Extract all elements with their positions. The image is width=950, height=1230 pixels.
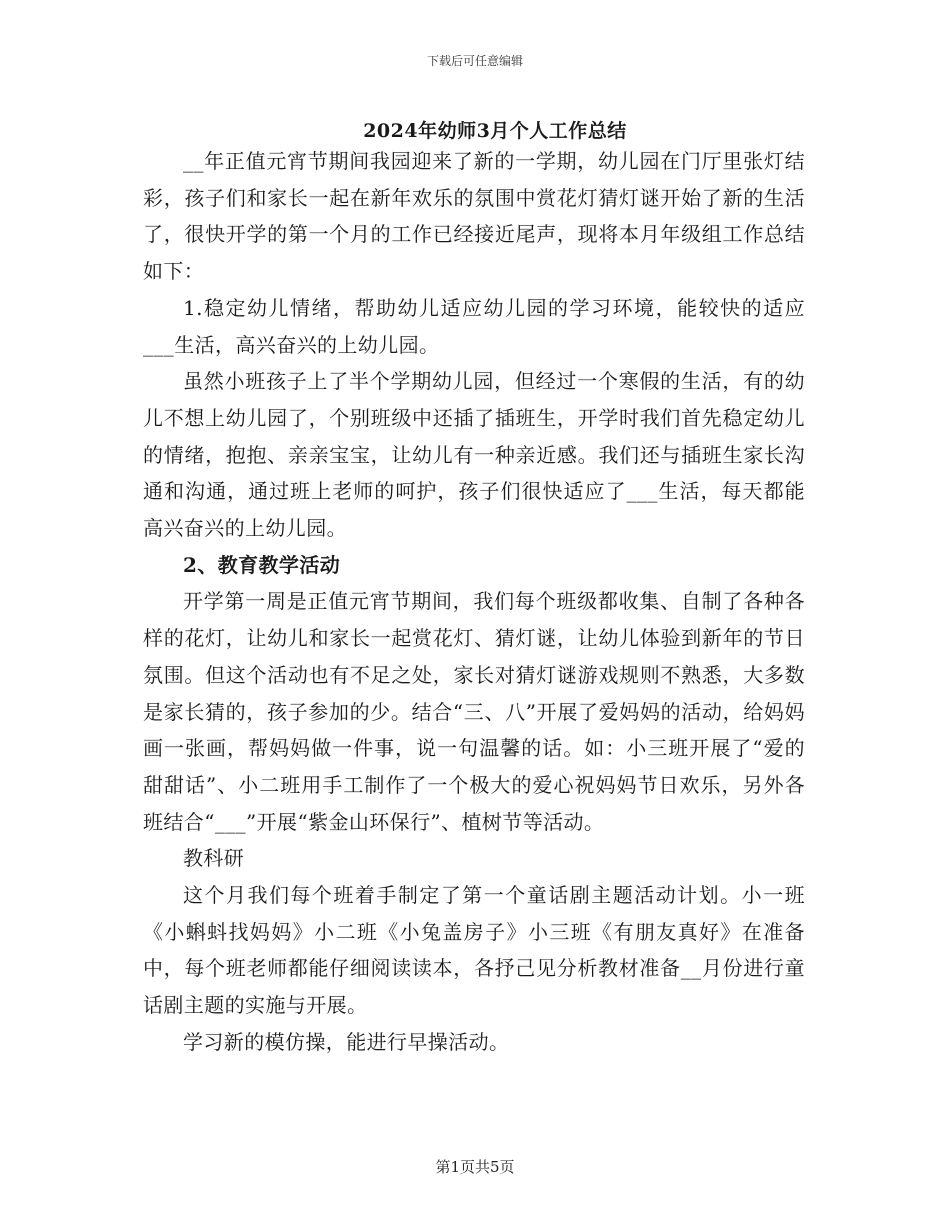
paragraph-teaching-detail: 开学第一周是正值元宵节期间，我们每个班级都收集、自制了各种各样的花灯，让幼儿和家长一起赏花灯、猜灯谜，让幼儿体验到新年的节日氛围。但这个活动也有不足之处，家长对猜灯谜游戏规则不熟悉，大多数是家长猜的，孩子参加的少。结合“三、八”开展了爱妈妈的活动，给妈妈画一张画，帮妈妈做一件事，说一句温馨的话。如：小三班开展了“爱的甜甜话”、小二班用手工制作了一个极大的爱心祝妈妈节日欢乐，另外各班结合“___”开展“紫金山环保行”、植树节等活动。 xyxy=(143,589,805,834)
paragraph-research-detail: 这个月我们每个班着手制定了第一个童话剧主题活动计划。小一班《小蝌蚪找妈妈》小二班《小兔盖房子》小三班《有朋友真好》在准备中，每个班老师都能仔细阅读读本，各抒己见分析教材准备__月份进行童话剧主题的实施与开展。 xyxy=(143,883,805,1018)
section-heading-teaching: 2、教育教学活动 xyxy=(183,552,341,577)
paragraph-exercise: 学习新的模仿操，能进行早操活动。 xyxy=(183,1029,510,1054)
section-heading-research: 教科研 xyxy=(183,846,245,871)
paragraph-item-1: 1.稳定幼儿情绪，帮助幼儿适应幼儿园的学习环境，能较快的适应___生活，高兴奋兴的上幼儿园。 xyxy=(143,295,805,357)
document-title: 2024年幼师3月个人工作总结 xyxy=(363,120,627,142)
paragraph-item-1-detail: 虽然小班孩子上了半个学期幼儿园，但经过一个寒假的生活，有的幼儿不想上幼儿园了，个别班级中还插了插班生，开学时我们首先稳定幼儿的情绪，抱抱、亲亲宝宝，让幼儿有一种亲近感。我们还与插班生家长沟通和沟通，通过班上老师的呵护，孩子们很快适应了___生活，每天都能高兴奋兴的上幼儿园。 xyxy=(143,369,805,541)
header-note: 下载后可任意编辑 xyxy=(426,54,523,68)
document-body xyxy=(143,143,805,1061)
page-number: 第1页共5页 xyxy=(435,1158,515,1176)
paragraph-intro: __年正值元宵节期间我园迎来了新的一学期，幼儿园在门厅里张灯结彩，孩子们和家长一起在新年欢乐的氛围中赏花灯猜灯谜开始了新的生活了，很快开学的第一个月的工作已经接近尾声，现将本月年级组工作总结如下： xyxy=(143,149,805,284)
